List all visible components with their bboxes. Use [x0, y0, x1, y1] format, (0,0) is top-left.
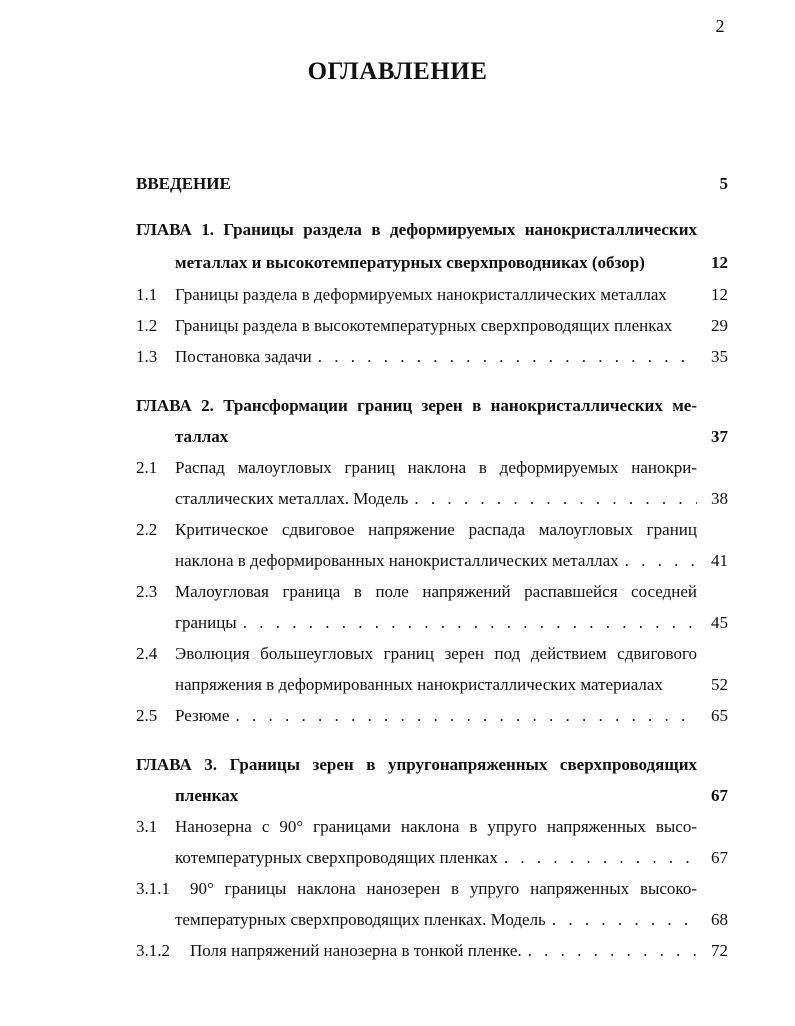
toc-section-title-cont [175, 485, 697, 513]
toc-section-number: 1.1 [136, 285, 158, 304]
dot-leader [504, 844, 697, 872]
toc-section-title-text: температурных сверхпроводящих пленках. Модель [175, 910, 546, 929]
toc-chapter-title-cont: металлах и высокотемпературных сверхпроводниках (обзор) [175, 253, 645, 272]
toc-section-title-text: Постановка задачи [175, 347, 312, 366]
toc-entry-label: ВВЕДЕНИЕ [136, 174, 231, 193]
toc-page-number: 5 [719, 174, 728, 193]
toc-page-number: 29 [711, 316, 728, 335]
toc-section-number: 2.2 [136, 520, 158, 539]
toc-page-number: 52 [711, 675, 728, 694]
toc-section-number: 2.1 [136, 458, 158, 477]
toc-section-title: Границы раздела в деформируемых нанокристаллических металлах [175, 285, 667, 304]
dot-leader [235, 702, 697, 730]
toc-page-number: 45 [711, 613, 728, 632]
toc-page-number: 12 [711, 285, 728, 304]
toc-section-title: Нанозерна с 90° границами наклона в упруго напряженных высо- [175, 817, 697, 836]
toc-section-title: Критическое сдвиговое напряжение распада малоугловых границ [175, 520, 697, 539]
toc-section-number: 2.3 [136, 582, 158, 601]
toc-section-title-text: сталлических металлах. Модель [175, 489, 409, 508]
toc-chapter-title: ГЛАВА 1. Границы раздела в деформируемых нанокристаллических [136, 220, 697, 239]
toc-chapter-title-cont: таллах [175, 427, 229, 446]
toc-section-number: 3.1 [136, 817, 158, 836]
dot-leader [528, 937, 697, 965]
toc-section-title-cont [175, 906, 697, 934]
toc-chapter-title-cont: пленках [175, 786, 239, 805]
toc-page-number: 38 [711, 489, 728, 508]
toc-section-title: Распад малоугловых границ наклона в деформируемых нанокри- [175, 458, 697, 477]
toc-page-number: 65 [711, 706, 728, 725]
toc-page-number: 41 [711, 551, 728, 570]
page-title: ОГЛАВЛЕНИЕ [307, 58, 488, 85]
toc-page-number: 72 [711, 941, 728, 960]
toc-section-title-text: Поля напряжений нанозерна в тонкой пленке. [190, 941, 522, 960]
toc-section-number: 3.1.1 [136, 879, 170, 898]
toc-chapter-title: ГЛАВА 3. Границы зерен в упругонапряженных сверхпроводящих [136, 755, 697, 774]
dot-leader [552, 906, 697, 934]
dot-leader [414, 485, 697, 513]
toc-section-number: 1.3 [136, 347, 158, 366]
toc-section-title-cont [175, 547, 697, 575]
toc-section-title-cont [175, 844, 697, 872]
toc-section-title-text: котемпературных сверхпроводящих пленках [175, 848, 498, 867]
toc-section-title [175, 343, 697, 371]
toc-page-number: 12 [711, 253, 728, 272]
toc-section-title-cont [175, 609, 697, 637]
toc-page-number: 35 [711, 347, 728, 366]
dot-leader [243, 609, 697, 637]
toc-section-title-text: наклона в деформированных нанокристаллических металлах [175, 551, 619, 570]
dot-leader [318, 343, 697, 371]
toc-section-number: 2.5 [136, 706, 158, 725]
toc-section-title-cont: напряжения в деформированных нанокристаллических материалах [175, 675, 663, 694]
toc-section-title-text: границы [175, 613, 237, 632]
toc-chapter-title: ГЛАВА 2. Трансформации границ зерен в нанокристаллических ме- [136, 396, 697, 415]
page-number: 2 [715, 16, 725, 36]
dot-leader [625, 547, 697, 575]
toc-section-title: 90° границы наклона нанозерен в упруго напряженных высоко- [190, 879, 697, 898]
toc-section-title [175, 702, 697, 730]
toc-page-number: 67 [711, 848, 728, 867]
toc-section-title: Малоугловая граница в поле напряжений распавшейся соседней [175, 582, 697, 601]
toc-page-number: 67 [711, 786, 728, 805]
toc-page-number: 68 [711, 910, 728, 929]
toc-section-number: 1.2 [136, 316, 158, 335]
toc-section-title: Границы раздела в высокотемпературных сверхпроводящих пленках [175, 316, 673, 335]
toc-page-number: 37 [711, 427, 728, 446]
toc-section-number: 2.4 [136, 644, 158, 663]
toc-section-title [190, 937, 697, 965]
toc-section-title: Эволюция большеугловых границ зерен под действием сдвигового [175, 644, 697, 663]
toc-section-title-text: Резюме [175, 706, 230, 725]
toc-section-number: 3.1.2 [136, 941, 170, 960]
